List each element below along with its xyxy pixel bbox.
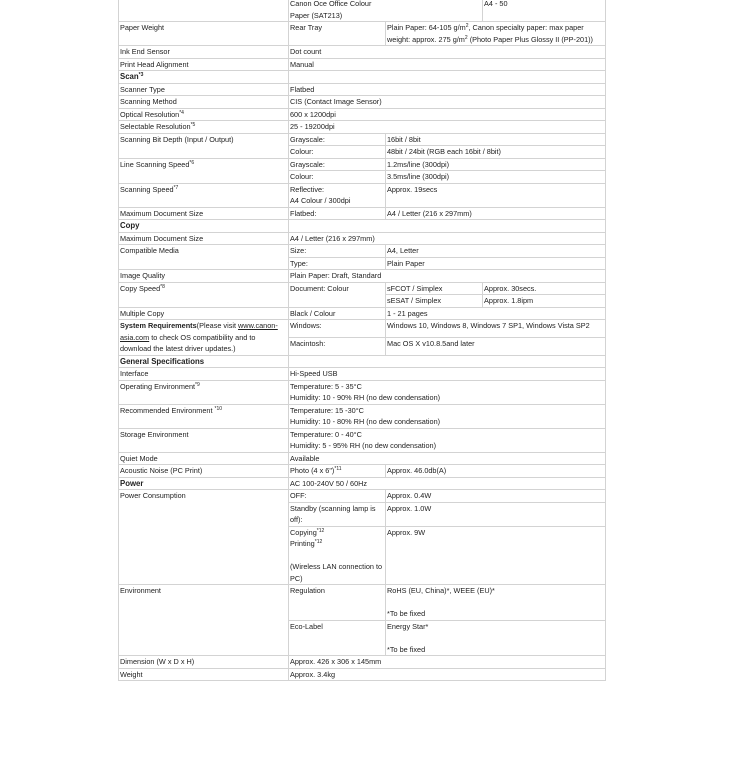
footnote-marker: *6 <box>189 159 195 166</box>
row-key: A4 Colour / 300dpi <box>290 196 351 205</box>
row-value: Windows 10, Windows 8, Windows 7 SP1, Windows Vista SP2 <box>386 320 606 338</box>
paper-weight-value: weight: approx. 275 g/m <box>387 34 465 44</box>
footnote-marker: *11 <box>334 466 342 472</box>
section-header-general <box>119 355 606 368</box>
print-head-value: Manual <box>289 58 606 71</box>
row-value: Available <box>289 452 606 465</box>
row-label: Line Scanning Speed <box>120 159 190 169</box>
row-label: Interface <box>119 368 289 381</box>
superscript: 2 <box>464 34 468 41</box>
table-row <box>119 656 606 669</box>
ink-end-label: Ink End Sensor <box>119 46 289 59</box>
footnote-marker: *4 <box>179 109 184 116</box>
table-row <box>119 108 606 121</box>
table-row <box>119 320 606 338</box>
row-key: Grayscale: <box>289 158 386 171</box>
table-row <box>119 158 606 171</box>
row-value: Humidity: 10 - 80% RH (no dew condensation) <box>290 417 441 426</box>
paper-weight-value: (Photo Paper Plus Glossy II (PP-201)) <box>467 34 593 44</box>
canon-asia-link[interactable]: www.canon- <box>238 321 278 330</box>
table-row <box>119 668 606 681</box>
table-row <box>119 585 606 621</box>
table-row <box>119 404 606 428</box>
table-row <box>119 307 606 320</box>
paper-top-label-1: Canon Oce Office Colour <box>290 0 372 8</box>
section-title: System Requirements <box>120 321 197 330</box>
row-key: Reflective: <box>290 184 325 194</box>
print-head-label: Print Head Alignment <box>119 58 289 71</box>
row-key: Document: Colour <box>289 282 386 307</box>
row-value: Approx. 3.4kg <box>289 668 606 681</box>
row-value: Energy Star* <box>387 621 429 631</box>
section-header-power <box>119 477 606 490</box>
table-row <box>119 368 606 381</box>
section-header-scan <box>119 71 606 84</box>
row-label: Scanning Bit Depth (Input / Output) <box>119 133 289 158</box>
row-value: Approx. 1.8ipm <box>483 295 606 308</box>
row-label: download the latest driver updates.) <box>120 344 236 353</box>
row-label: Selectable Resolution <box>120 122 191 131</box>
spec-table <box>118 0 606 681</box>
superscript: 2 <box>465 23 469 29</box>
row-value: Plain Paper <box>386 257 606 270</box>
row-key: Black / Colour <box>289 307 386 320</box>
row-value: Approx. 426 x 306 x 145mm <box>289 656 606 669</box>
paper-weight-tray: Rear Tray <box>289 22 386 46</box>
row-key: (Wireless LAN connection to <box>290 562 383 571</box>
row-value: 1.2ms/line (300dpi) <box>386 158 606 171</box>
footnote-marker: *10 <box>214 405 223 412</box>
row-value: A4 / Letter (216 x 297mm) <box>386 207 606 220</box>
paper-weight-value: Plain Paper: 64-105 g/m <box>387 23 466 32</box>
row-label: Power Consumption <box>119 490 289 585</box>
row-value: Approx. 30secs. <box>483 282 606 295</box>
row-value: Temperature: 15 -30°C <box>290 405 364 415</box>
section-title: Scan <box>120 72 139 81</box>
row-value: Approx. 19secs <box>386 183 606 207</box>
row-key: Flatbed: <box>289 207 386 220</box>
footnote-marker: *8 <box>160 283 165 290</box>
row-value: 25 - 19200dpi <box>289 121 606 134</box>
section-title: General Specifications <box>119 355 289 368</box>
row-key: sFCOT / Simplex <box>386 282 483 295</box>
row-label: Maximum Document Size <box>119 232 289 245</box>
footnote-marker: *12 <box>314 539 323 545</box>
row-label: Acoustic Noise (PC Print) <box>119 465 289 478</box>
row-value: Approx. 1.0W <box>386 502 606 526</box>
row-label: Operating Environment <box>120 381 196 391</box>
row-value: 48bit / 24bit (RGB each 16bit / 8bit) <box>386 146 606 159</box>
row-value: Humidity: 10 - 90% RH (no dew condensation) <box>290 393 441 402</box>
row-key: Grayscale: <box>289 133 386 146</box>
row-key: Eco-Label <box>289 620 386 656</box>
row-label: Weight <box>119 668 289 681</box>
row-value: Temperature: 0 - 40°C <box>290 429 362 439</box>
row-value: 16bit / 8bit <box>386 133 606 146</box>
row-key: Colour: <box>289 171 386 184</box>
row-value: A4, Letter <box>386 245 606 258</box>
row-key: Type: <box>289 257 386 270</box>
row-label: Environment <box>119 585 289 656</box>
row-label: Scanning Method <box>119 96 289 109</box>
row-label: Compatible Media <box>119 245 289 270</box>
row-key: PC) <box>290 573 303 583</box>
row-key: Windows: <box>289 320 386 338</box>
row-key: Standby (scanning lamp is <box>290 503 376 513</box>
paper-top-value: A4 - 50 <box>484 0 508 8</box>
table-row <box>119 46 606 59</box>
row-key: off): <box>290 515 303 524</box>
table-row <box>119 245 606 258</box>
row-value: CIS (Contact Image Sensor) <box>289 96 606 109</box>
row-label: to check OS compatibility and to <box>149 332 256 342</box>
row-value: Flatbed <box>289 83 606 96</box>
footnote-note: *To be fixed <box>387 644 426 654</box>
table-row <box>119 0 606 22</box>
table-row <box>119 452 606 465</box>
table-row <box>119 282 606 295</box>
section-header-copy <box>119 220 606 233</box>
section-title: Copy <box>119 220 289 233</box>
row-value: Temperature: 5 - 35°C <box>290 381 362 391</box>
canon-asia-link[interactable]: asia.com <box>120 332 150 342</box>
ink-end-value: Dot count <box>289 46 606 59</box>
row-value: 1 - 21 pages <box>386 307 606 320</box>
row-value: Plain Paper: Draft, Standard <box>289 270 606 283</box>
row-label: Dimension (W x D x H) <box>119 656 289 669</box>
paper-top-label-2: Paper (SAT213) <box>290 10 343 20</box>
footnote-marker: *12 <box>316 527 325 534</box>
footnote-marker: *9 <box>195 381 200 388</box>
table-row <box>119 22 606 46</box>
row-label: Scanner Type <box>119 83 289 96</box>
row-value: 3.5ms/line (300dpi) <box>386 171 606 184</box>
row-label: Maximum Document Size <box>119 207 289 220</box>
row-label: Multiple Copy <box>119 307 289 320</box>
table-row <box>119 83 606 96</box>
table-row <box>119 270 606 283</box>
footnote-marker: *7 <box>173 184 179 191</box>
table-row <box>119 380 606 404</box>
row-key: Copying <box>290 527 317 537</box>
row-label: Optical Resolution <box>120 109 180 119</box>
table-row <box>119 428 606 452</box>
row-label: (Please visit <box>196 321 239 330</box>
row-key: sESAT / Simplex <box>386 295 483 308</box>
table-row <box>119 183 606 207</box>
row-key: Macintosh: <box>289 337 386 355</box>
row-label: Recommended Environment <box>120 405 215 415</box>
row-label: Image Quality <box>119 270 289 283</box>
row-value: Approx. 0.4W <box>386 490 606 503</box>
row-value: Approx. 46.0db(A) <box>386 465 606 478</box>
row-key: Size: <box>289 245 386 258</box>
table-row <box>119 133 606 146</box>
row-label: Scanning Speed <box>120 184 174 194</box>
row-value: AC 100-240V 50 / 60Hz <box>289 477 606 490</box>
table-row <box>119 490 606 503</box>
row-value: Mac OS X v10.8.5and later <box>386 337 606 355</box>
row-value: RoHS (EU, China)*, WEEE (EU)* <box>387 586 495 595</box>
row-value: Approx. 9W <box>386 526 606 585</box>
table-row <box>119 232 606 245</box>
footnote-marker: *3 <box>138 72 144 78</box>
row-key: Printing <box>290 539 315 548</box>
footnote-note: *To be fixed <box>387 609 426 618</box>
table-row <box>119 96 606 109</box>
row-value: A4 / Letter (216 x 297mm) <box>289 232 606 245</box>
table-row <box>119 465 606 478</box>
paper-weight-value: , Canon specialty paper: max paper <box>468 23 584 32</box>
footnote-marker: *5 <box>190 122 196 128</box>
paper-weight-label: Paper Weight <box>119 22 289 46</box>
section-title: Power <box>119 477 289 490</box>
table-row <box>119 121 606 134</box>
row-label: Quiet Mode <box>119 452 289 465</box>
row-label: Storage Environment <box>119 428 289 452</box>
row-value: Hi-Speed USB <box>289 368 606 381</box>
row-key: Colour: <box>289 146 386 159</box>
row-key: Regulation <box>289 585 386 621</box>
row-label: Copy Speed <box>120 283 161 293</box>
row-value: Humidity: 5 - 95% RH (no dew condensation) <box>290 441 437 450</box>
table-row <box>119 58 606 71</box>
row-key: Photo (4 x 6") <box>290 466 335 475</box>
row-value: 600 x 1200dpi <box>289 108 606 121</box>
row-key: OFF: <box>289 490 386 503</box>
table-row <box>119 207 606 220</box>
